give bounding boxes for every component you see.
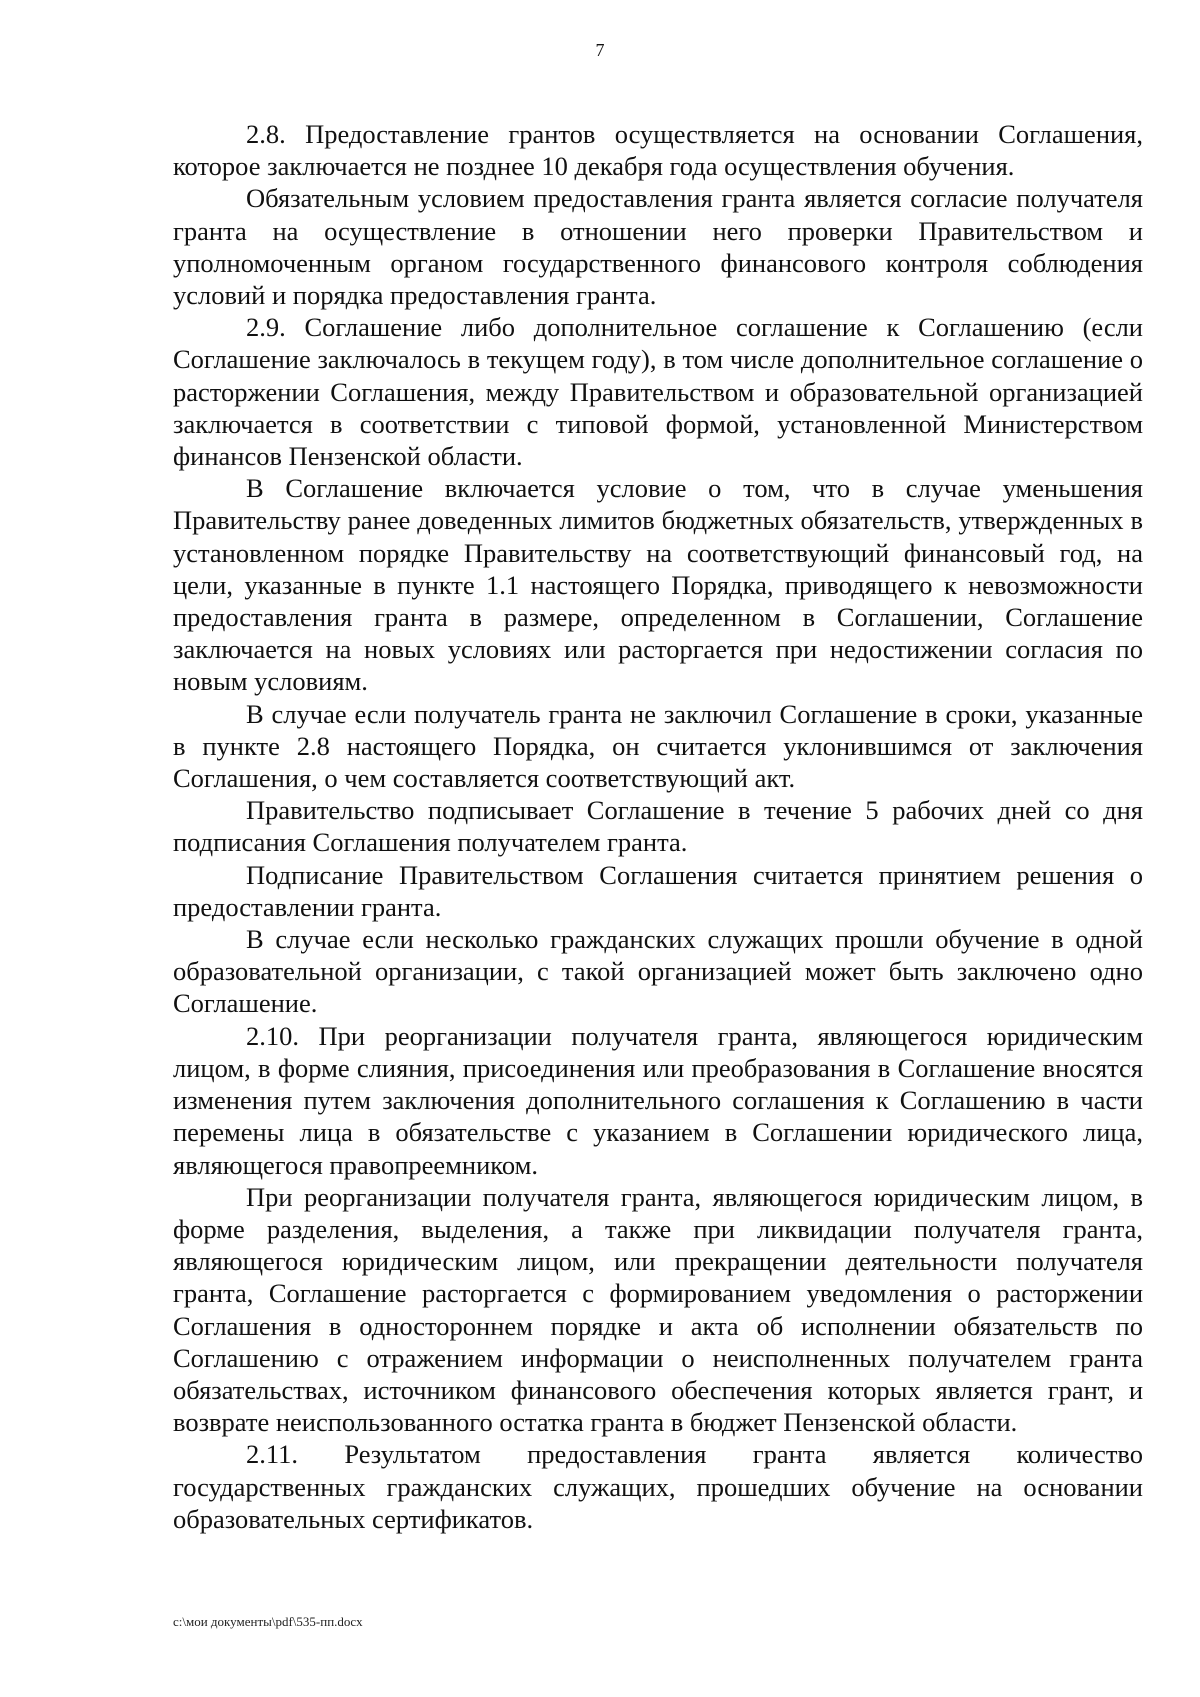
paragraph-signing-decision: Подписание Правительством Соглашения считается принятием решения о предоставлении гранта. — [173, 859, 1143, 922]
paragraph-reorganization-termination: При реорганизации получателя гранта, являющегося юридическим лицом, в форме разделения, выделения, а также при ликвидации получателя гранта, являющегося юридическим лицом, или прекращении деятельности получателя гранта, Соглашение расторгается с формированием уведомления о расторжении Соглашения в одностороннем порядке и акта об исполнении обязательств по Соглашению с отражением информации о неисполненных получателем гранта обязательствах, источником финансового обеспечения которых является грант, и возврате неиспользованного остатка гранта в бюджет Пензенской области. — [173, 1181, 1143, 1438]
paragraph-mandatory-condition: Обязательным условием предоставления гранта является согласие получателя гранта на осуществление в отношении него проверки Правительством и уполномоченным органом государственного финансового контроля соблюдения условий и порядка предоставления гранта. — [173, 183, 1143, 311]
paragraph-single-agreement: В случае если несколько гражданских служащих прошли обучение в одной образовательной организации, с такой организацией может быть заключено одно Соглашение. — [173, 924, 1143, 1019]
paragraph-2-11: 2.11. Результатом предоставления гранта является количество государственных гражданских служащих, прошедших обучение на основании образовательных сертификатов. — [173, 1439, 1143, 1534]
paragraph-limits-reduction: В Соглашение включается условие о том, что в случае уменьшения Правительству ранее доведенных лимитов бюджетных обязательств, утвержденных в установленном порядке Правительству на соответствующий финансовый год, на цели, указанные в пункте 1.1 настоящего Порядка, приводящего к невозможности предоставления гранта в размере, определенном в Соглашении, Соглашение заключается на новых условиях или расторгается при недостижении согласия по новым условиям. — [173, 473, 1143, 697]
paragraph-2-10: 2.10. При реорганизации получателя гранта, являющегося юридическим лицом, в форме слияния, присоединения или преобразования в Соглашение вносятся изменения путем заключения дополнительного соглашения к Соглашению в части перемены лица в обязательстве с указанием в Соглашении юридического лица, являющегося правопреемником. — [173, 1020, 1143, 1180]
footer-file-path: c:\мои документы\pdf\535-пп.docx — [173, 1614, 363, 1629]
paragraph-2-8: 2.8. Предоставление грантов осуществляется на основании Соглашения, которое заключается не позднее 10 декабря года осуществления обучения. — [173, 119, 1143, 182]
paragraph-evasion: В случае если получатель гранта не заключил Соглашение в сроки, указанные в пункте 2.8 настоящего Порядка, он считается уклонившимся от заключения Соглашения, о чем составляется соответствующий акт. — [173, 698, 1143, 794]
paragraph-2-9: 2.9. Соглашение либо дополнительное соглашение к Соглашению (если Соглашение заключалось в текущем году), в том числе дополнительное соглашение о расторжении Соглашения, между Правительством и образовательной организацией заключается в соответствии с типовой формой, установленной Министерством финансов Пензенской области. — [173, 312, 1143, 472]
document-body — [173, 118, 1143, 1535]
paragraph-signing-term: Правительство подписывает Соглашение в течение 5 рабочих дней со дня подписания Соглашения получателем гранта. — [173, 795, 1143, 858]
page-number: 7 — [595, 40, 605, 60]
